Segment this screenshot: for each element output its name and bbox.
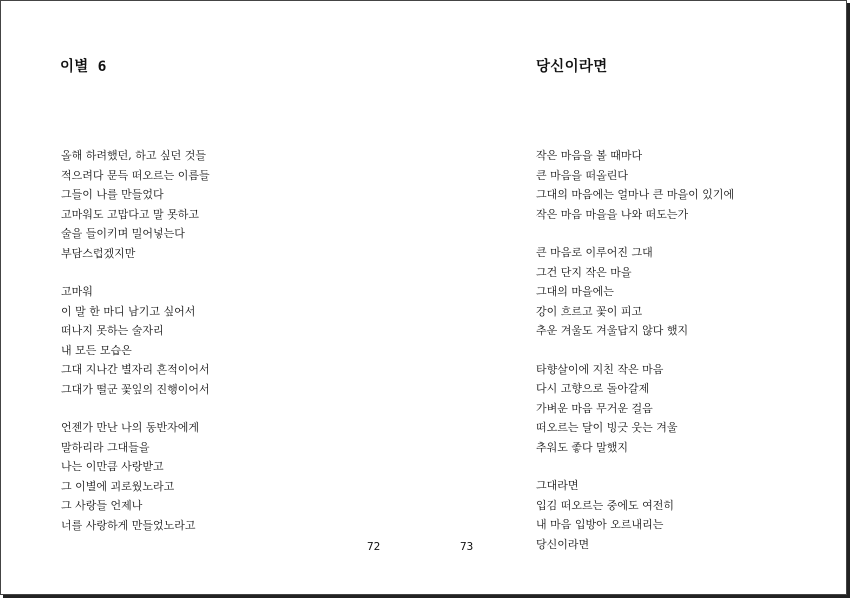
poem-line: 큰 마음을 떠올린다 (536, 168, 629, 182)
poem-line: 말하리라 그대들을 (61, 440, 150, 454)
poem-line: 그대 지나간 별자리 흔적이어서 (61, 363, 210, 376)
poem-line: 고마워 (61, 285, 93, 298)
poem-line: 부담스럽겠지만 (61, 246, 136, 260)
left-page-title: 이별 6 (60, 59, 107, 75)
poem-line: 그건 단지 작은 마을 (536, 265, 632, 279)
poem-line: 추워도 좋다 말했지 (536, 440, 629, 454)
poem-line: 술을 들이키며 밀어넣는다 (61, 227, 185, 240)
poem-line: 강이 흐르고 꽃이 피고 (536, 304, 643, 318)
poem-line: 그대의 마음에는 얼마나 큰 마을이 있기에 (536, 188, 735, 201)
poem-stanza (61, 282, 210, 399)
right-page-poem (536, 146, 734, 554)
poem-line: 고마워도 고맙다고 말 못하고 (61, 207, 200, 221)
poem-line: 가벼운 마음 무거운 걸음 (536, 401, 653, 415)
poem-line: 추운 겨울도 겨울답지 않다 했지 (536, 324, 689, 337)
poem-line: 큰 마음로 이루어진 그대 (536, 246, 653, 259)
poem-stanza (536, 243, 734, 341)
poem-line: 올해 하려했던, 하고 싶던 것들 (61, 149, 206, 162)
poem-line: 그들이 나를 만들었다 (61, 188, 164, 201)
poem-line: 그대가 떨군 꽃잎의 진행이어서 (61, 382, 210, 396)
poem-line: 그 이별에 괴로웠노라고 (61, 479, 175, 493)
poem-stanza (61, 418, 210, 535)
poem-line: 입김 떠오르는 중에도 여전히 (536, 498, 675, 512)
poem-line: 내 모든 모습은 (61, 343, 132, 357)
poem-line: 나는 이만큼 사랑받고 (61, 460, 164, 473)
left-page-poem (61, 146, 210, 535)
poem-stanza (536, 146, 734, 224)
right-page-number: 73 (460, 540, 474, 553)
right-page-title: 당신이라면 (536, 59, 608, 75)
poem-line: 그대의 마을에는 (536, 285, 614, 298)
poem-line: 언젠가 만난 나의 동반자에게 (61, 421, 200, 434)
poem-line: 다시 고향으로 돌아갈제 (536, 382, 650, 395)
poem-line: 그 사랑들 언제나 (61, 499, 143, 512)
poem-line: 그대라면 (536, 479, 579, 492)
poem-stanza (536, 476, 734, 554)
poem-stanza (61, 146, 210, 263)
poem-line: 떠나지 못하는 술자리 (61, 324, 164, 337)
poem-line: 당신이라면 (536, 537, 590, 551)
poem-line: 타향살이에 지친 작은 마음 (536, 362, 664, 376)
poem-line: 떠오르는 달이 빙긋 웃는 겨울 (536, 421, 678, 434)
left-page-number: 72 (367, 540, 381, 553)
poem-line: 작은 마음 마을을 나와 떠도는가 (536, 207, 689, 221)
poem-line: 이 말 한 마디 남기고 싶어서 (61, 304, 196, 318)
poem-stanza (536, 360, 734, 458)
poem-line: 내 마음 입방아 오르내리는 (536, 518, 664, 531)
poem-line: 작은 마음을 볼 때마다 (536, 149, 643, 162)
poem-line: 너를 사랑하게 만들었노라고 (61, 518, 196, 532)
poem-line: 적으려다 문득 떠오르는 이름들 (61, 168, 210, 182)
